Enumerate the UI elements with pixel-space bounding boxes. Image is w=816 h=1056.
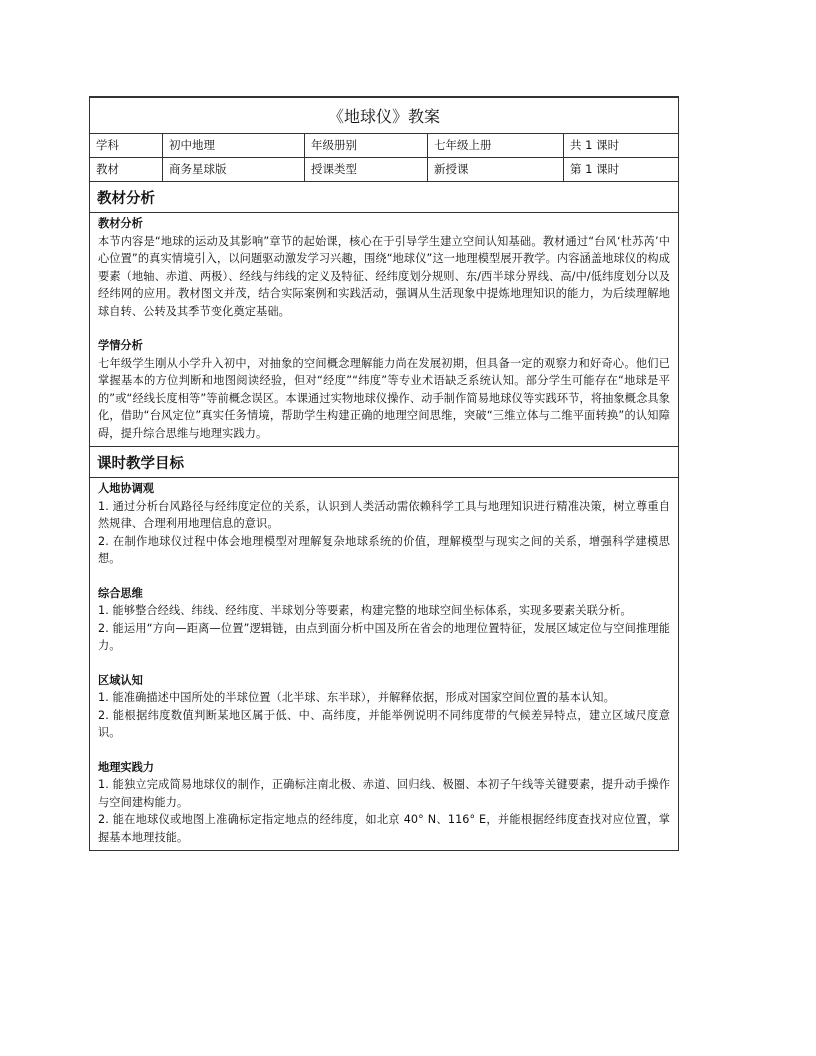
subject-label: 学科 (90, 134, 163, 157)
info-row-textbook (90, 158, 678, 182)
current-period: 第 1 课时 (570, 162, 620, 176)
objective-item: 1. 能够整合经线、纬线、经纬度、半球划分等要素，构建完整的地球空间坐标体系，实现多要素关联分析。 (98, 604, 632, 617)
objective-item: 2. 能在地球仪或地图上准确标定指定地点的经纬度，如北京 40° N、116° E，并能根据经纬度查找对应位置，掌握基本地理技能。 (98, 813, 670, 844)
grade-label: 年级册别 (305, 134, 428, 157)
objective-item: 1. 通过分析台风路径与经纬度定位的关系，认识到人类活动需依赖科学工具与地理知识进行精准决策，树立尊重自然规律、合理利用地理信息的意识。 (98, 499, 670, 530)
objective-item: 1. 能准确描述中国所处的半球位置（北半球、东半球），并解释依据，形成对国家空间位置的基本认知。 (98, 691, 615, 704)
student-analysis-label: 学情分析 (98, 339, 143, 352)
document-title: 《地球仪》教案 (90, 98, 678, 134)
objectives-section (90, 477, 678, 850)
objective-group-label: 人地协调观 (98, 482, 154, 495)
analysis-heading: 教材分析 (97, 191, 155, 207)
textbook-analysis-text: 本节内容是“地球的运动及其影响”章节的起始课，核心在于引导学生建立空间认知基础。教材通过“台风‘杜苏芮’中心位置”的真实情境引入，以问题驱动激发学习兴趣，围绕“地球仪”这一地理模型展开教学。内容涵盖地球仪的构成要素（地轴、赤道、两极）、经线与纬线的定义及特征、经纬度划分规则、东/西半球分界线、高/中/低纬度划分以及经纬网的应用。教材图文并茂，结合实际案例和实践活动，强调从生活现象中提炼地理知识的能力，为后续理解地球自转、公转及其季节变化奠定基础。 (98, 234, 670, 318)
textbook-label: 教材 (90, 158, 163, 181)
objective-group-label: 地理实践力 (98, 760, 154, 774)
textbook-analysis-label: 教材分析 (98, 217, 143, 230)
objective-group-label: 区域认知 (98, 673, 143, 687)
info-row-subject (90, 134, 678, 158)
analysis-section (90, 212, 678, 447)
objective-group-label: 综合思维 (98, 586, 143, 600)
objective-item: 1. 能独立完成简易地球仪的制作，正确标注南北极、赤道、回归线、极圈、本初子午线等关键要素，提升动手操作与空间建构能力。 (98, 778, 670, 809)
lesson-plan-table (89, 96, 679, 851)
grade-value: 七年级上册 (428, 134, 564, 157)
lesson-type-value: 新授课 (428, 158, 564, 181)
objectives-heading: 课时教学目标 (97, 456, 184, 472)
objective-item: 2. 在制作地球仪过程中体会地理模型对理解复杂地球系统的价值，理解模型与现实之间的关系，增强科学建模思想。 (98, 534, 670, 565)
objective-item: 2. 能根据纬度数值判断某地区属于低、中、高纬度，并能举例说明不同纬度带的气候差异特点，建立区域尺度意识。 (98, 708, 670, 739)
student-analysis-text: 七年级学生刚从小学升入初中，对抽象的空间概念理解能力尚在发展初期，但具备一定的观察力和好奇心。他们已掌握基本的方位判断和地图阅读经验，但对“经度”“纬度”等专业术语缺乏系统认知。部分学生可能存在“地球是平的”或“经线长度相等”等前概念误区。本课通过实物地球仪操作、动手制作简易地球仪等实践环节，将抽象概念具象化，借助“台风定位”真实任务情境，帮助学生构建正确的地理空间思维，突破“三维立体与二维平面转换”的认知障碍，提升综合思维与地理实践力。 (98, 356, 670, 440)
objective-item: 2. 能运用“方向—距离—位置”逻辑链，由点到面分析中国及所在省会的地理位置特征，发展区域定位与空间推理能力。 (98, 621, 670, 652)
textbook-value: 商务星球版 (163, 158, 305, 181)
subject-value: 初中地理 (163, 134, 305, 157)
total-periods: 共 1 课时 (570, 138, 620, 152)
lesson-type-label: 授课类型 (305, 158, 428, 181)
